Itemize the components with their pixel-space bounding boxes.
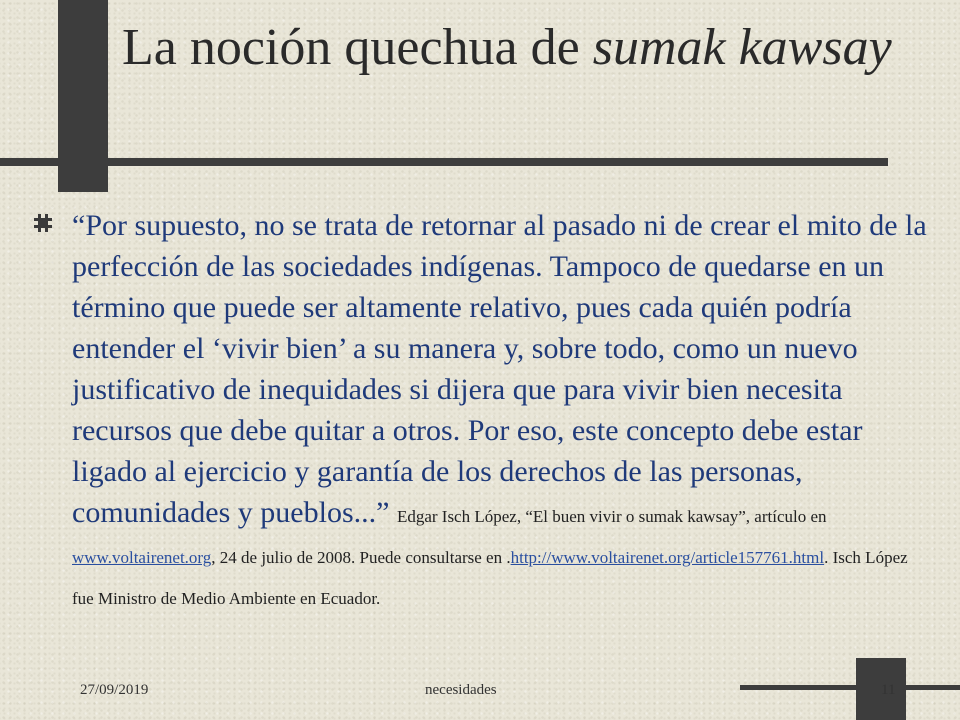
square-hash-bullet-icon <box>34 214 52 232</box>
slide-title <box>122 18 922 78</box>
citation-part2: , 24 de julio de 2008. Puede consultarse en . <box>211 548 511 567</box>
citation-link-voltairenet[interactable]: www.voltairenet.org <box>72 548 212 567</box>
quote-text: “Por supuesto, no se trata de retornar al pasado ni de crear el mito de la perfección de las sociedades indígenas. Tampoco de quedarse en un término que puede ser altamente relativo, pues cada quién podría entender el ‘vivir bien’ a su manera y, sobre todo, como un nuevo justificativo de inequidades si dijera que para vivir bien necesita recursos que debe quitar a otros. Por eso, este concepto debe estar ligado al ejercicio y garantía de los derechos de las personas, comunidades y pueblos...” <box>72 209 927 529</box>
citation-part3: . Isch López fue Ministro de Medio Ambiente en Ecuador. <box>72 548 908 608</box>
title-plain: La noción quechua de <box>122 19 593 76</box>
quote-paragraph <box>72 205 930 615</box>
citation-link-article[interactable]: http://www.voltairenet.org/article157761.html <box>510 548 825 567</box>
footer-page-number: 11 <box>881 682 896 698</box>
title-italic: sumak kawsay <box>592 19 892 76</box>
citation-part1: Edgar Isch López, “El buen vivir o sumak kawsay”, artículo en <box>396 507 827 526</box>
decorative-horizontal-bar-bottom <box>740 685 960 690</box>
decorative-horizontal-bar-top <box>0 158 888 166</box>
footer-center-text: necesidades <box>425 682 497 698</box>
footer-date: 27/09/2019 <box>80 682 149 698</box>
